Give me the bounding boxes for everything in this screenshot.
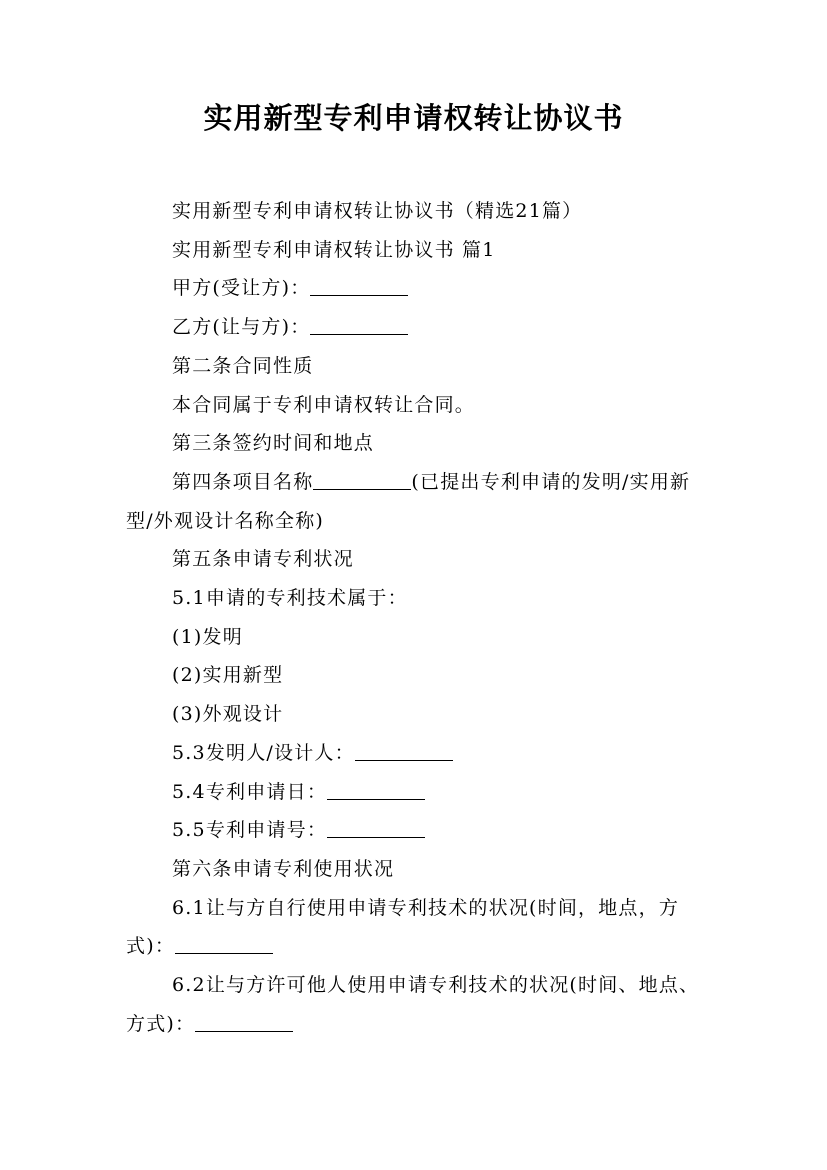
- paragraph-clause-6: [126, 850, 716, 889]
- paragraph-5-4: [126, 773, 716, 812]
- paragraph-clause-4: [126, 463, 716, 540]
- paragraph-6-2: [126, 966, 716, 1043]
- paragraph-option-2: [126, 656, 716, 695]
- fill-in-blank: [175, 934, 273, 954]
- paragraph-option-3: [126, 695, 716, 734]
- paragraph-clause-3: [126, 424, 716, 463]
- paragraph-text: 5.1申请的专利技术属于：: [172, 587, 408, 610]
- fill-in-blank: [327, 780, 425, 800]
- document-body: [126, 192, 716, 1043]
- paragraph-party-b: [126, 308, 716, 347]
- paragraph-text: (1)发明: [172, 625, 243, 648]
- fill-in-blank: [310, 276, 408, 296]
- paragraph-5-5: [126, 811, 716, 850]
- paragraph-party-a: [126, 269, 716, 308]
- paragraph-text: (3)外观设计: [172, 703, 284, 726]
- paragraph-text: 第四条项目名称: [172, 470, 314, 493]
- paragraph-text: 5.5专利申请号：: [172, 819, 328, 842]
- paragraph-6-1: [126, 889, 716, 966]
- paragraph-article-heading: [126, 231, 716, 270]
- paragraph-intro: [126, 192, 716, 231]
- paragraph-contract-nature: [126, 386, 716, 425]
- paragraph-text: 第六条申请专利使用状况: [172, 857, 395, 880]
- paragraph-text: 5.3发明人/设计人：: [172, 741, 355, 764]
- paragraph-text: 第二条合同性质: [172, 354, 314, 377]
- paragraph-text: 5.4专利申请日：: [172, 780, 328, 803]
- paragraph-text: (2)实用新型: [172, 664, 284, 687]
- paragraph-text: 实用新型专利申请权转让协议书（精选21篇）: [172, 200, 583, 222]
- paragraph-text: 实用新型专利申请权转让协议书 篇1: [172, 238, 496, 261]
- paragraph-text: 本合同属于专利申请权转让合同。: [172, 393, 476, 416]
- paragraph-text: 甲方(受让方)：: [172, 277, 311, 300]
- paragraph-clause-2: [126, 347, 716, 386]
- fill-in-blank: [195, 1012, 293, 1032]
- paragraph-text: 乙方(让与方)：: [172, 316, 311, 339]
- paragraph-option-1: [126, 618, 716, 657]
- fill-in-blank: [355, 741, 453, 761]
- fill-in-blank: [310, 315, 408, 335]
- paragraph-tail: (已提出专利申请的发明/实用新型/外观设计名称全称): [126, 470, 691, 532]
- document-title: 实用新型专利申请权转让协议书: [203, 101, 624, 135]
- paragraph-5-1: [126, 579, 716, 618]
- paragraph-5-3: [126, 734, 716, 773]
- paragraph-text: 6.1让与方自行使用申请专利技术的状况(时间，地点，方式)：: [126, 896, 680, 958]
- paragraph-text: 第五条申请专利状况: [172, 548, 354, 571]
- fill-in-blank: [327, 818, 425, 838]
- paragraph-text: 6.2让与方许可他人使用申请专利技术的状况(时间、地点、方式)：: [126, 974, 700, 1035]
- paragraph-text: 第三条签约时间和地点: [172, 432, 375, 455]
- fill-in-blank: [313, 470, 411, 490]
- paragraph-clause-5: [126, 540, 716, 579]
